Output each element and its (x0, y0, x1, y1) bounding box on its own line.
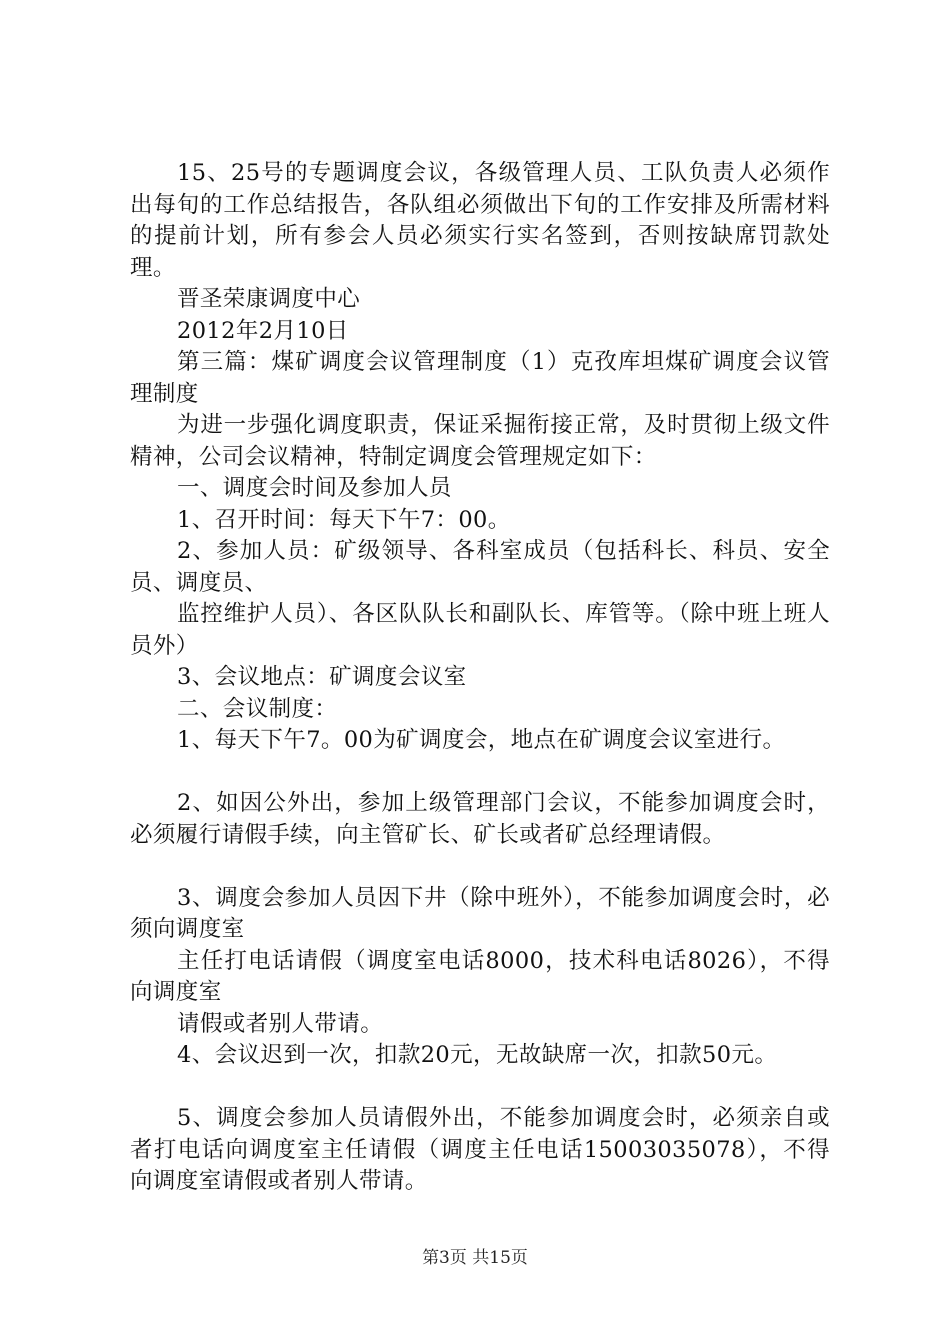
paragraph-rule-1: 1、每天下午7。00为矿调度会，地点在矿调度会议室进行。 (177, 727, 786, 753)
paragraph-meeting-time: 1、召开时间：每天下午7：00。 (177, 506, 511, 533)
paragraph-rule-2: 2、如因公外出，参加上级管理部门会议，不能参加调度会时，必须履行请假手续，向主管矿长、矿长或者矿总经理请假。 (130, 790, 830, 848)
paragraph-rule-3-continued: 主任打电话请假（调度室电话8000，技术科电话8026），不得向调度室 (130, 947, 830, 1005)
paragraph-attendees-continued: 监控维护人员）、各区队队长和副队长、库管等。（除中班上班人员外） (130, 601, 830, 659)
paragraph-date: 2012年2月10日 (177, 317, 349, 344)
paragraph-rule-3: 3、调度会参加人员因下井（除中班外），不能参加调度会时，必须向调度室 (130, 884, 830, 942)
paragraph-rule-4: 4、会议迟到一次，扣款20元，无故缺席一次，扣款50元。 (177, 1042, 778, 1068)
paragraph-location: 3、会议地点：矿调度会议室 (177, 664, 467, 690)
document-body (130, 158, 830, 1198)
blank-line (130, 851, 830, 883)
paragraph-rule-3-end: 请假或者别人带请。 (177, 1010, 384, 1037)
paragraph-rule-5: 5、调度会参加人员请假外出，不能参加调度会时，必须亲自或者打电话向调度室主任请假（调度主任电话15003035078），不得向调度室请假或者别人带请。 (130, 1105, 830, 1194)
heading-time-and-attendees: 一、调度会时间及参加人员 (177, 475, 452, 501)
blank-line (130, 1072, 830, 1104)
paragraph-intro: 为进一步强化调度职责，保证采掘衔接正常，及时贯彻上级文件精神，公司会议精神，特制定调度会管理规定如下： (130, 412, 830, 470)
paragraph-meeting-summary: 15、25号的专题调度会议，各级管理人员、工队负责人必须作出每旬的工作总结报告，各队组必须做出下旬的工作安排及所需材料的提前计划，所有参会人员必须实行实名签到，否则按缺席罚款处理。 (130, 160, 830, 281)
paragraph-attendees: 2、参加人员：矿级领导、各科室成员（包括科长、科员、安全员、调度员、 (130, 538, 830, 596)
section-title: 第三篇：煤矿调度会议管理制度（1）克孜库坦煤矿调度会议管理制度 (130, 349, 830, 407)
paragraph-issuer: 晋圣荣康调度中心 (177, 286, 361, 312)
blank-line (130, 757, 830, 789)
page-number-footer: 第3页 共15页 (422, 1248, 528, 1268)
heading-meeting-rules: 二、会议制度： (177, 695, 338, 722)
